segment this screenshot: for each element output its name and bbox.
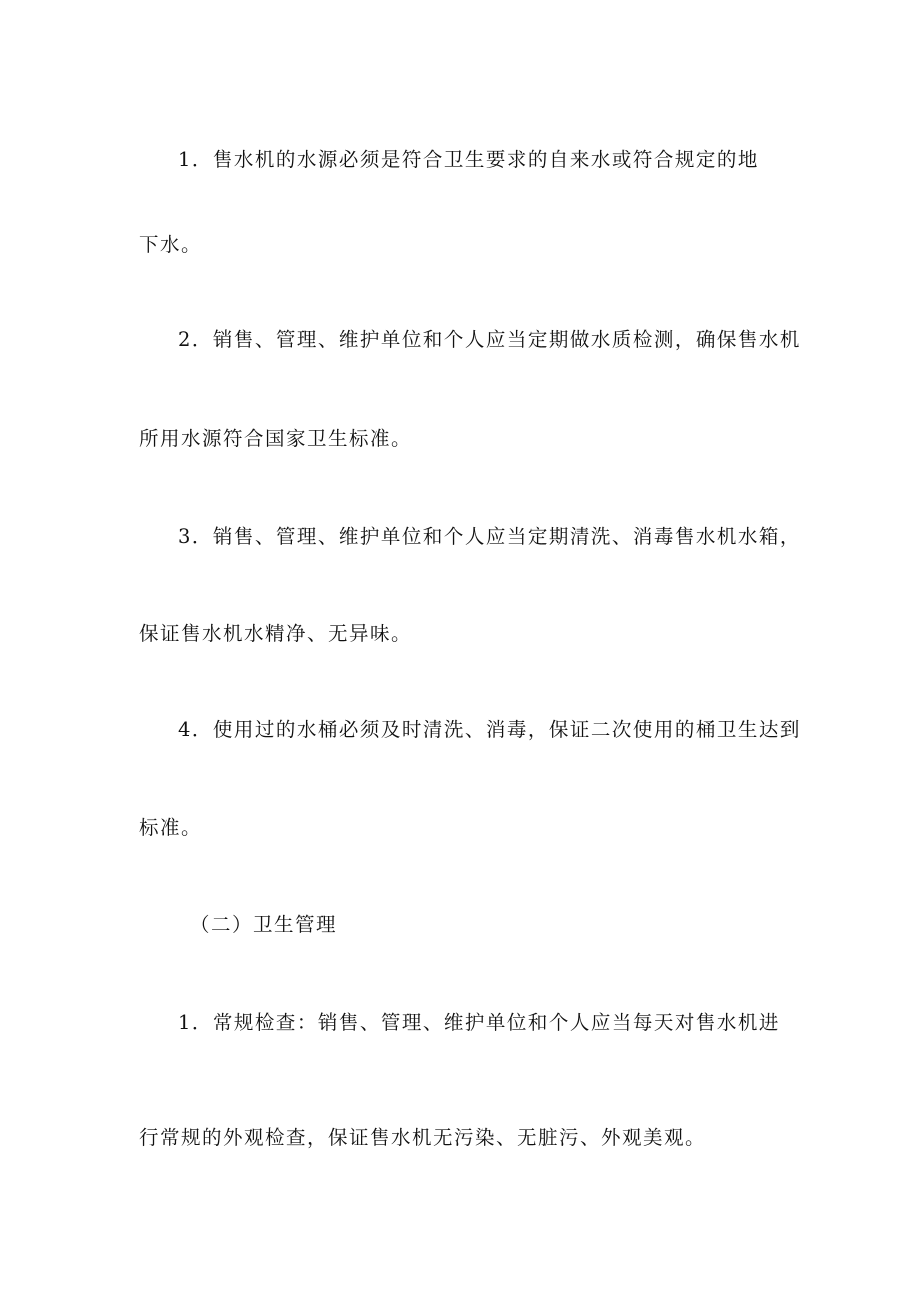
paragraph-1-line-2: 下水。 — [139, 233, 203, 256]
paragraph-3-line-2: 保证售水机水精净、无异味。 — [139, 622, 413, 645]
paragraph-3-line-1: 3．销售、管理、维护单位和个人应当定期清洗、消毒售水机水箱， — [178, 525, 801, 548]
paragraph-5-line-1: 1．常规检查：销售、管理、维护单位和个人应当每天对售水机进 — [178, 1011, 780, 1034]
paragraph-4-line-1: 4．使用过的水桶必须及时清洗、消毒，保证二次使用的桶卫生达到 — [178, 718, 801, 741]
paragraph-1-line-1: 1．售水机的水源必须是符合卫生要求的自来水或符合规定的地 — [178, 148, 759, 171]
paragraph-2-line-2: 所用水源符合国家卫生标准。 — [139, 427, 413, 450]
paragraph-2-line-1: 2．销售、管理、维护单位和个人应当定期做水质检测，确保售水机 — [178, 328, 801, 351]
paragraph-4-line-2: 标准。 — [139, 816, 203, 839]
section-heading: （二）卫生管理 — [190, 913, 338, 936]
paragraph-5-line-2: 行常规的外观检查，保证售水机无污染、无脏污、外观美观。 — [139, 1126, 707, 1149]
